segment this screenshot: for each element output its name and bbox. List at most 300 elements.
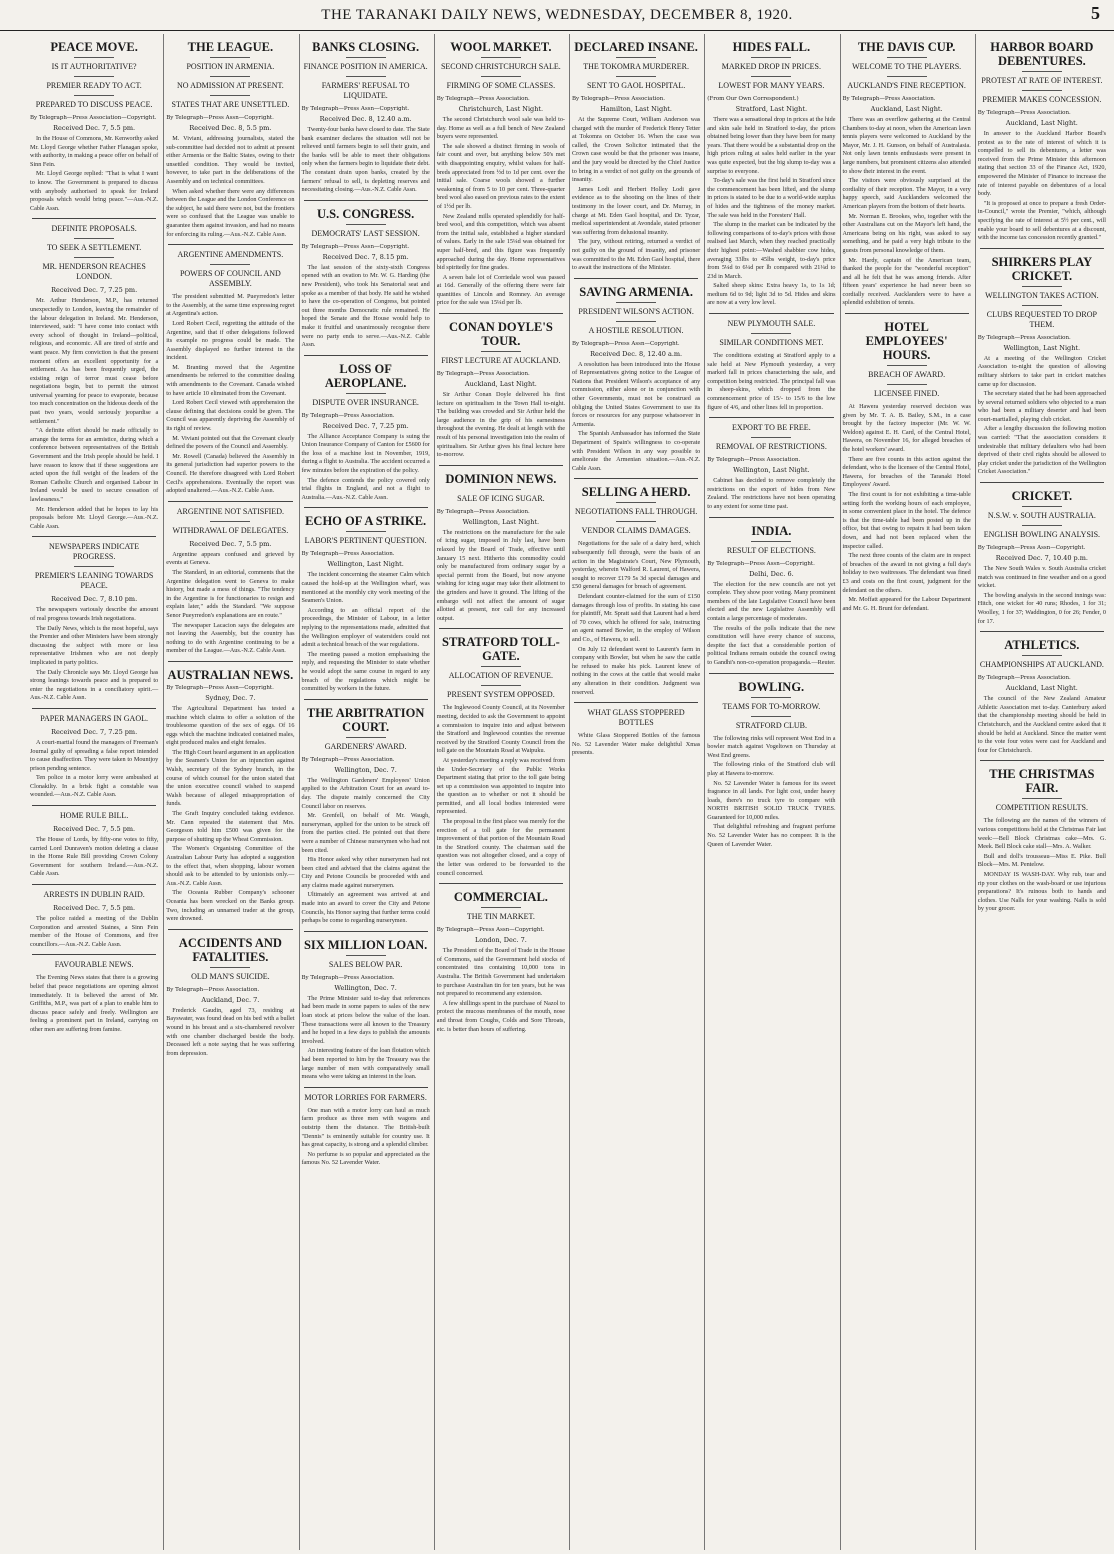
story-separator [32, 536, 156, 537]
article-body [572, 361, 700, 474]
rule [751, 697, 791, 698]
rule [616, 321, 656, 322]
article-subheading: GARDENERS' AWARD. [324, 741, 407, 751]
article [570, 708, 702, 758]
article-subheading: STRATFORD CLUB. [735, 720, 807, 730]
rule [751, 437, 791, 438]
article-subheading: A HOSTILE RESOLUTION. [588, 325, 684, 335]
rule [346, 224, 386, 225]
story-separator [980, 482, 1104, 483]
article-paragraph: MONDAY IS WASH-DAY. Why rub, tear and rip your clothes on the wash-board or use injurious preparations? It's ruinous both to hands and clothes. Use Nalls for your washing. Nalls is sold by your grocer. [977, 870, 1106, 913]
article-headline: DOMINION NEWS. [445, 471, 557, 486]
article-dateline: London, Dec. 7. [474, 936, 527, 945]
rule [887, 76, 927, 77]
article-dateline: Received Dec. 8, 12.40 a.m. [590, 349, 683, 358]
article-paragraph: The Daily News, which is the most hopeful, says the Premier and other Ministers have been strongly discussing the subject with more or less representative Irishmen who are not deeply implicated in party politics. [30, 624, 159, 666]
story-separator [304, 931, 428, 932]
story-separator [304, 1087, 428, 1088]
article-subheading: POWERS OF COUNCIL AND ASSEMBLY. [179, 269, 281, 289]
article-body [978, 355, 1106, 477]
column [975, 34, 1108, 1550]
article-paragraph: Mr. Moffatt appeared for the Labour Department and Mr. G. H. Brunt for defendant. [842, 596, 971, 612]
rule [1022, 305, 1062, 306]
article-subheading: PREMIER MAKES CONCESSION. [982, 95, 1102, 104]
article-byline: By Telegraph—Press Association. [436, 508, 530, 515]
article-body [302, 777, 430, 926]
article-subheading: MARKED DROP IN PRICES. [721, 62, 822, 71]
article-subheading: IS IT AUTHORITATIVE? [51, 62, 137, 71]
rule [74, 566, 114, 567]
article-body [572, 540, 700, 697]
article-byline: By Telegraph—Press Assn—Copyright. [301, 106, 410, 112]
article-headline: SIX MILLION LOAN. [303, 937, 428, 952]
article-byline: (From Our Own Correspondent.) [707, 96, 799, 102]
article [705, 319, 837, 412]
article-subheading: ARGENTINE NOT SATISFIED. [176, 506, 284, 516]
article-paragraph: Ultimately an agreement was arrived at and made into an award to cover the City and Petone Councils, his Honor saying that further terms could perhaps be come to regarding nurserymen. [301, 891, 430, 925]
article-byline: By Telegraph—Press Assn—Copyright. [707, 560, 815, 567]
rule [1022, 71, 1062, 72]
article-subheading: WHAT GLASS STOPPERED BOTTLES [587, 708, 685, 728]
article-subheading: NEGOTIATIONS FALL THROUGH. [574, 507, 698, 517]
article-byline: By Telegraph—Press Association. [301, 551, 395, 558]
article-byline: By Telegraph—Press Association. [977, 334, 1071, 341]
rule [887, 57, 927, 58]
article-subheading: SENT TO GAOL HOSPITAL. [587, 81, 686, 90]
article-paragraph: The slump in the market can be indicated by the following comparisons of to-day's prices with those realised last March, when they reached practically their highest point:—Washed shabbier cow hides, averaging 33lbs to 45lbs weight, to-day's price from 5¼d to 6¼d per lb compared with 21¼d to 23d in March. [707, 221, 836, 280]
article [435, 320, 567, 460]
article-body [707, 116, 835, 308]
article [570, 485, 702, 697]
article-paragraph: M. Viviani, addressing journalists, stated the sub-committee had decided not to admit at present either Armenia or the Baltic States, owing to their unsettled condition. They would be invited, however, to take part in the deliberations of the Assembly and on technical committees. [166, 135, 295, 185]
article-subheading: WITHDRAWAL OF DELEGATES. [172, 525, 289, 535]
article-headline: AUSTRALIAN NEWS. [167, 667, 294, 682]
article [435, 40, 567, 308]
rule [481, 489, 521, 490]
article-subheading: PREPARED TO DISCUSS PEACE. [35, 100, 153, 109]
story-separator [980, 760, 1104, 761]
article-dateline: Sydney, Dec. 7. [205, 693, 256, 702]
article-paragraph: The second Christchurch wool sale was held to-day. Home as well as a full bench of New Zealand buyers were represented. [436, 116, 565, 141]
article [28, 40, 160, 213]
article-subheading: CHAMPIONSHIPS AT AUCKLAND. [979, 660, 1104, 670]
article-dateline: Received Dec. 7, 7.25 pm. [51, 727, 138, 736]
article-body [572, 732, 700, 758]
article-dateline: Wellington, Dec. 7. [334, 983, 397, 992]
column [704, 34, 837, 1550]
article-headline: INDIA. [751, 523, 792, 538]
article-subheading: FARMERS' REFUSAL TO LIQUIDATE. [321, 81, 410, 100]
article-subheading: TO SEEK A SETTLEMENT. [46, 243, 142, 253]
article [435, 635, 567, 878]
story-separator [980, 248, 1104, 249]
article-body [707, 477, 835, 511]
article [164, 40, 296, 239]
article-paragraph: Defendant counter-claimed for the sum of £150 damages through loss of profits. In stating his case for plaintiff, Mr. Spratt said that Laurent had a herd of 70 cows, which he offered for sale, instructing an agent named Bowler, in the employ of Wilson and Co., of Hawera, to sell. [572, 592, 701, 643]
rule [1022, 286, 1062, 287]
article-subheading: PREMIER'S LEANING TOWARDS PEACE. [34, 571, 154, 591]
article-body [30, 606, 158, 703]
article-subheading: HOME RULE BILL. [60, 811, 129, 821]
article [28, 714, 160, 800]
rule [74, 76, 114, 77]
article-paragraph: James Lodi and Herbert Holley Lodi gave evidence as to the shooting on the lines of their testimony in the lower court, and Dr. Murray, in charge at Mt. Eden Gaol hospital, and Dr. Tyzar, medical superintendent at Avondale, stated prisoner was suffering from delusional insanity. [572, 185, 701, 236]
article-paragraph: After a lengthy discussion the following motion was carried: "That the association considers it undesirable that military defaulters who had been deprived of their civil rights should be allowed to play cricket under the jurisdiction of the Wellington Cricket Association." [977, 425, 1106, 476]
rule [346, 393, 386, 394]
column [163, 34, 296, 1550]
article-body [437, 947, 565, 1034]
article-subheading: FIRMING OF SOME CLASSES. [446, 81, 556, 90]
article-headline: CONAN DOYLE'S TOUR. [448, 320, 553, 349]
article-paragraph: There are five counts in this action against the defendant, who is the licensee of the Central Hotel, Hawera, for breaches of the Taranaki Hotel Employees' Award. [842, 455, 971, 489]
article-body [302, 264, 430, 350]
article [164, 507, 296, 656]
rule [481, 351, 521, 352]
article-paragraph: The defence contends the policy covered only trial flights in England, and not a flight to Australia.—Aus.-N.Z. Cable Assn. [301, 476, 430, 501]
article-byline: By Telegraph—Press Association. [977, 675, 1071, 682]
article-paragraph: Sir Arthur Conan Doyle delivered his first lecture on spiritualism in the Town Hall to-night. The building was crowded and Sir Arthur held the large audience in the grip of his earnestness throughout the evening. He dealt at length with the result of his personal investigation into the realm of spiritualism. Sir Arthur gives his final lecture here to-morrow. [436, 391, 565, 459]
rule [74, 57, 114, 58]
article-subheading: ENGLISH BOWLING ANALYSIS. [983, 530, 1101, 540]
article-paragraph: Negotiations for the sale of a dairy herd, which subsequently fell through, were the basis of an action in the Magistrate's Court, New Plymouth, yesterday, wherein Walford R. Laurent, of Hawera, sought to recover £179 5s 3d special damages and £50 general damages for breach of agreement. [572, 540, 701, 591]
article-headline: STRATFORD TOLL-GATE. [442, 635, 560, 664]
article-paragraph: The sale showed a distinct firming in wools of fair count and over, but anything below 50's met with disappointing enquiry, whilst values for half-breds appreciated from ½d to 1d per cent. over the initial sale. Coarse wools showed a further weakening of from 5 to 10 per cent. Three-quarter bred wool also eased on previous rates to the extent of 1½d per lb. [436, 142, 565, 210]
article-dateline: Wellington, Dec. 7. [334, 765, 397, 774]
article-paragraph: The restrictions on the manufacture for the sale of icing sugar, imposed in July last, have been relaxed by the Board of Trade, effective until January 15 next. Hitherto this commodity could only be manufactured from ordinary sugar by a special permit from the Board, but now anyone wishing for icing sugar may take their allotment to the grinders and have it ground. The lifting of the embargo will not affect the amount of sugar allotted at present, nor call for any increased output. [436, 528, 565, 622]
article-paragraph: M. Branting moved that the Argentine amendments be referred to the committee dealing with amendments to the Covenant. Canada wished to have article 10 eliminated from the Covenant. [166, 363, 295, 397]
article-body [572, 116, 700, 273]
rule [616, 521, 656, 522]
rule [74, 95, 114, 96]
article-body [166, 1007, 294, 1059]
article-body [707, 581, 835, 668]
article-subheading: THE TIN MARKET. [466, 912, 535, 922]
article [570, 285, 702, 474]
article-subheading: BREACH OF AWARD. [868, 370, 946, 380]
article-paragraph: A few shillings spent in the purchase of Nazol to protect the mucous membranes of the mouth, nose and throat from Coughs, Colds and Sore Throats, etc. is better than hours of suffering. [436, 999, 565, 1033]
article-dateline: Christchurch, Last Night. [458, 105, 544, 113]
article-dateline: Wellington, Last Night. [462, 517, 540, 526]
article-subheading: PROTEST AT RATE OF INTEREST. [981, 76, 1103, 85]
story-separator [304, 699, 428, 700]
article-subheading: N.S.W. v. SOUTH AUSTRALIA. [987, 511, 1096, 521]
article-paragraph: Frederick Gaudin, aged 73, residing at Bayswater, was found dead on his bed with a bullet wound in his breast and a six-chambered revolver with one chamber discharged beside the body. Deceased left a note saying that he was suffering from depression. [166, 1006, 295, 1057]
column [840, 34, 973, 1550]
article-paragraph: A court-martial found the managers of Freeman's Journal guilty of spreading a false report intended to cause disaffection. They were taken to Mountjoy prison pending sentence. [30, 738, 159, 772]
article-subheading: ARRESTS IN DUBLIN RAID. [43, 890, 145, 900]
article-dateline: Received Dec. 7, 8.15 pm. [322, 252, 409, 261]
article-body [30, 974, 158, 1034]
article-subheading: SALES BELOW PAR. [328, 959, 403, 969]
article-byline: By Telegraph—Press Association. [436, 96, 530, 102]
article-subheading: VENDOR CLAIMS DAMAGES. [581, 526, 691, 536]
story-separator [709, 673, 833, 674]
rule [751, 333, 791, 334]
rule [481, 76, 521, 77]
article [164, 668, 296, 924]
article-paragraph: Mr. Henderson added that he hopes to lay his proposals before Mr. Lloyd George.—Aus.-N.Z. Cable Assn. [30, 505, 159, 530]
article-byline: By Telegraph—Press Assn—Copyright. [977, 545, 1086, 552]
article-headline: COMMERCIAL. [453, 890, 548, 905]
article-dateline: Hamilton, Last Night. [600, 105, 672, 113]
article-paragraph: The next three counts of the claim are in respect of breaches of the award in not giving a full day's holiday to two waitresses. The defendant was fined £3 and costs on the first count, judgment for the defendant on the others. [842, 552, 971, 594]
masthead-title: THE TARANAKI DAILY NEWS, WEDNESDAY, DECEMBER 8, 1920. [321, 7, 793, 23]
article [705, 40, 837, 308]
article-body [978, 817, 1106, 914]
article-paragraph: The newspaper Lacacion says the delegates are not leaving the Assembly, but the country has nothing to do with Argentine continuing to be a member of the League.—Aus.-N.Z. Cable Assn. [166, 621, 295, 655]
article-headline: WOOL MARKET. [450, 40, 552, 54]
article-paragraph: At Hawera yesterday reserved decision was given by Mr. T. A. B. Bailey, S.M., in a case brought by the factory inspector (Mr. W. W. Weldon) against E. H. Card, of the Central Hotel, Hawera, on November 16, for alleged breaches of the hotel workers' award. [842, 403, 971, 454]
story-separator [845, 313, 969, 314]
article-paragraph: White Glass Stoppered Bottles of the famous No. 52 Lavender Water make delightful Xmas presents. [572, 732, 701, 757]
article-paragraph: The Evening News states that there is a growing belief that peace negotiations are opening almost immediately. It is believed the arrest of Mr. Griffiths, M.P., was part of a plan to enable him to discuss peace safely and freely. Wellington are feeling a prominent part in Ireland, carrying on other men are suffering from famine. [30, 974, 159, 1033]
rule [346, 737, 386, 738]
column [569, 34, 702, 1550]
article-byline: By Telegraph—Press Association. [707, 457, 801, 464]
article-paragraph: Mr. Rowell (Canada) believed the Assembly in its general jurisdiction had superior powers to the Council. He therefore disagreed with Lord Robert Cecil's apprehensions. Eventually the report was adopted unaltered.—Aus.-N.Z. Cable Assn. [166, 452, 295, 495]
article-subheading: FAVOURABLE NEWS. [54, 960, 134, 970]
article-paragraph: There was an overflow gathering at the Central Chambers to-day at noon, when the American lawn tennis players were welcomed to Auckland by the Mayor, Mr. J. H. Gunson, on behalf of Australasia. Not only lawn tennis enthusiasts were present in large numbers, but prominent citizens also attended to show their interest in the event. [842, 116, 971, 175]
article [976, 40, 1108, 243]
article-body [978, 130, 1106, 243]
article-paragraph: The Spanish Ambassador has informed the State Department of Spain's willingness to co-operate with President Wilson in any way possible to ameliorate the Armenian situation.—Aus.-N.Z. Cable Assn. [572, 430, 701, 472]
article-subheading: NEW PLYMOUTH SALE. [727, 319, 816, 329]
article-dateline: Wellington, Last Night. [327, 560, 404, 569]
article-paragraph: The results of the polls indicate that the new constitution will have every chance of success, despite the fact that a considerable portion of political Indians remain outside the council owing to Gandhi's non-co-operation propaganda.—Reuter. [707, 624, 836, 666]
article-subheading: AUCKLAND'S FINE RECEPTION. [847, 81, 966, 90]
article-subheading: TEAMS FOR TO-MORROW. [722, 701, 821, 711]
rule [210, 76, 250, 77]
article-dateline: Wellington, Last Night. [1003, 343, 1081, 352]
column [299, 34, 432, 1550]
rule [346, 955, 386, 956]
article-paragraph: Argentine appears confused and grieved by events at Geneva. [166, 550, 295, 567]
article-paragraph: The House of Lords, by fifty-one votes to fifty, carried Lord Dunraven's motion deleting a clause in the Home Rule Bill providing Crown Colony Government for southern Ireland.—Aus.-N.Z. Cable Assn. [30, 836, 159, 878]
article [28, 811, 160, 879]
article-paragraph: The secretary stated that he had been approached by several returned soldiers who objected to a man who had been a military deserter and had been court-martialled, playing club cricket. [977, 390, 1106, 423]
article-dateline: Delhi, Dec. 6. [749, 569, 794, 578]
story-separator [32, 708, 156, 709]
article-paragraph: The Daily Chronicle says Mr. Lloyd George has strong leanings towards peace and is prepared to enter the negotiations in a conciliatory spirit.—Aus.-N.Z. Cable Assn. [30, 668, 159, 702]
rule [887, 384, 927, 385]
article-headline: U.S. CONGRESS. [317, 206, 415, 221]
story-separator [168, 244, 292, 245]
rule [210, 521, 250, 522]
article-body [843, 403, 971, 613]
article-headline: ATHLETICS. [1004, 638, 1080, 653]
story-separator [574, 278, 698, 279]
article-paragraph: On July 12 defendant went to Laurent's farm in company with Bowler, but when he saw the cattle he refused to make his pick. Laurent knew of nothing in the cows at the cattle that would make any alteration in their condition. Judgment was reserved. [572, 645, 701, 696]
article-headline: DECLARED INSANE. [574, 40, 698, 54]
article-paragraph: New Zealand mills operated splendidly for half-bred wool, and this competition, which was absent from the initial sale, established a higher standard of values. Early in the sale 15¼d was obtained for super half-bred, and this figure was frequently approached during the day. Home representatives bid spiritedly for fine grades. [436, 212, 565, 272]
article-paragraph: The High Court heard argument in an application by the Seamen's Union for an injunction against Walsh, secretary of the Sydney branch, in the course of which counsel for the union stated that the union executive council wished to suspend Walsh because of alleged misappropriation of funds. [166, 748, 295, 808]
rule [210, 264, 250, 265]
article-paragraph: The incident concerning the steamer Calm which caused the hold-up at the Wellington wharf, was mentioned at the monthly city work meeting of the Seamen's Union. [301, 571, 430, 605]
article-paragraph: His Honor asked why other nurserymen had not been cited and advised that the claims against the City and Petone Councils be proceeded with and any claims made against nurserymen. [301, 856, 430, 889]
article-paragraph: One man with a motor lorry can haul as much farm produce as three men with wagons and outstrip them the distance. The British-built "Dennis" is eminently suitable for country use. It has great capacity, is strong and a splendid climber. [301, 1106, 430, 1149]
story-separator [32, 805, 156, 806]
article-paragraph: The conditions existing at Stratford apply to a sale held at New Plymouth yesterday, a very marked fall in prices characterising the sale, and competition being restricted. The principal fall was in sheep-skins, which dropped from the commencement price of 15/- to 15/6 to the low figure of 4/6, and other lines fell in proportion. [707, 352, 836, 411]
article-subheading: STATES THAT ARE UNSETTLED. [171, 100, 290, 109]
article-dateline: Auckland, Last Night. [870, 105, 943, 113]
article-paragraph: The following rinks of the Stratford club will play at Hawera to-morrow. [707, 761, 836, 777]
article-headline: HOTEL EMPLOYEES' HOURS. [865, 320, 948, 363]
article-body [707, 352, 835, 412]
column [434, 34, 567, 1550]
story-separator [32, 954, 156, 955]
article-body [166, 705, 294, 924]
rule [481, 907, 521, 908]
article-subheading: CLUBS REQUESTED TO DROP THEM. [986, 309, 1097, 329]
article-body [30, 739, 158, 800]
article-paragraph: At yesterday's meeting a reply was received from the Under-Secretary of the Public Works Department stating that prior to the toll gate being set up a commission was appointed to inquire into the question as to whether or not it should be permitted, and all local bodies interested were represented. [436, 756, 565, 816]
article [976, 638, 1108, 755]
article-body [707, 735, 835, 850]
article [28, 960, 160, 1034]
article-dateline: Auckland, Last Night. [1005, 119, 1078, 127]
article-byline: By Telegraph—Press Association. [301, 412, 395, 419]
story-separator [439, 313, 563, 314]
article [435, 472, 567, 624]
article-dateline: Received Dec. 7, 7.25 pm. [322, 421, 409, 430]
article-subheading: PRESIDENT WILSON'S ACTION. [578, 306, 694, 316]
article-body [978, 565, 1106, 626]
article-paragraph: Salted sheep skins: Extra heavy 1s, to 1s 1d; medium 6d to 9d; light 3d to 5d. Hides and skins are now at a very low level. [707, 282, 836, 307]
rule [210, 967, 250, 968]
rule [1022, 798, 1062, 799]
article-paragraph: According to an official report of the proceedings, the Minister of Labour, in a letter replying to the representations made, admitted that the Wellington employer of watersiders could not admit a technical breach of the war regulations. [301, 606, 430, 649]
article-paragraph: The first count is for not exhibiting a time-table setting forth the working hours of each employee, in some convenient place in the hotel. The defence is that the time-table had been posted up in the office, but that owing to repairs it had been taken down, and had not been replaced when the inspector called. [842, 491, 971, 550]
article-body [30, 915, 158, 949]
article [164, 936, 296, 1059]
article-subheading: DISPUTE OVER INSURANCE. [312, 397, 419, 407]
article-subheading: OLD MAN'S SUICIDE. [191, 971, 270, 981]
rule [616, 302, 656, 303]
article [976, 255, 1108, 477]
rule [346, 531, 386, 532]
article-paragraph: The following rinks will represent West End in a bowler match against Vogeltown on Thursday at West End greens. [707, 734, 836, 759]
article-dateline: Wellington, Last Night. [733, 466, 810, 475]
page-number: 5 [1091, 3, 1100, 23]
story-separator [32, 884, 156, 885]
article-paragraph: Mr. Lloyd George replied: "That is what I want to know. The Government is prepared to discuss with anybody authorised to speak for Ireland proposals which would bring peace."—Aus.-N.Z. Cable Assn. [30, 170, 159, 212]
article-byline: By Telegraph—Press Association. [842, 96, 936, 102]
article-subheading: MOTOR LORRIES FOR FARMERS. [304, 1092, 427, 1102]
article-subheading: MR. HENDERSON REACHES LONDON. [42, 262, 146, 282]
rule [210, 95, 250, 96]
article-dateline: Received Dec. 7, 5.5 pm. [189, 539, 272, 548]
article-paragraph: The following are the names of the winners of various competitions held at the Christmas Fair last week:—Bell Block Christmas cake—Mrs. G. Meek. Bell Block cake stall—Mrs. A. Walker. [977, 817, 1106, 851]
article-subheading: ARGENTINE AMENDMENTS. [177, 250, 284, 260]
article-subheading: WELCOME TO THE PLAYERS. [852, 62, 962, 71]
article-byline: By Telegraph—Press Association. [977, 110, 1071, 116]
article-paragraph: Twenty-four banks have closed to date. The State bank examiner declares the situation will not be relieved until farmers begin to sell their grain, and the banks will be able to meet their obligations only when the farmers begin to liquidate their debt. The constant drain upon banks, created by the farmers' refusal to sell, is depleting reserves and necessitating closing.—Aus.-N.Z. Cable Assn. [301, 126, 430, 194]
article-headline: SHIRKERS PLAY CRICKET. [991, 254, 1093, 283]
article-body [166, 135, 294, 239]
article-subheading: PREMIER READY TO ACT. [46, 81, 142, 90]
article-paragraph: There was a sensational drop in prices at the hide and skin sale held in Stratford to-day, the prices obtained being lower than they have been for many years. That there would be a substantial drop on the high prices ruling at sales held earlier in the year was quite expected, but the big slump to-day was a surprise to everyone. [707, 116, 836, 175]
rule [481, 685, 521, 686]
rule [74, 257, 114, 258]
article-paragraph: The Inglewood County Council, at its November meeting, decided to ask the Government to appoint a commission to inquire into and adjust between the Stratford and Inglewood counties the revenue received by the Stratford County Council from the toll gate on the Mountain Road at Waipuku. [436, 704, 565, 755]
article-body [437, 529, 565, 624]
article-dateline: Received Dec. 7, 5.5 pm. [53, 124, 136, 132]
article-headline: LOSS OF AEROPLANE. [324, 361, 407, 390]
article-dateline: Received Dec. 7, 10.40 p.m. [995, 554, 1089, 563]
article-paragraph: Lord Robert Cecil viewed with apprehension the clause defining that decisions could be given. The Council was apparently depriving the Assembly of its right of review. [166, 399, 295, 433]
article-dateline: Received Dec. 7, 8.10 pm. [51, 595, 138, 604]
article-paragraph: No. 52 Lavender Water is famous for its sweet fragrance in all lands. For light cost, under heavy loads, there's no truck tyre to compare with NORTH BRITISH SOLID TRUCK TYRES. Guaranteed for 10,000 miles. [707, 779, 836, 821]
article-paragraph: The police raided a meeting of the Dublin Corporation and arrested Staines, a Sinn Fein member of the House of Commons, and five councillors.—Aus.-N.Z. Cable Assn. [30, 915, 159, 948]
article-byline: By Telegraph—Press Assn—Copyright. [572, 340, 680, 347]
article-paragraph: The council of the New Zealand Amateur Athletic Association met to-day. Canterbury asked that the championship meeting should be held in Christchurch, and the Auckland centre asked that it should be held at Auckland. Since the matter went to the vote four votes were cast for Auckland and four for Christchurch. [977, 695, 1106, 754]
article-headline: CRICKET. [1011, 489, 1073, 504]
article-paragraph: The Prime Minister said to-day that references had been made in some papers to sales of the new loan stock at prices below the value of the loan. These transactions were all known to the Treasury and he hoped in a few days to publish the amounts involved. [301, 994, 430, 1045]
article-paragraph: No perfume is so popular and appreciated as the famous No. 52 Lavender Water. [301, 1150, 430, 1167]
article-paragraph: In the House of Commons, Mr. Kenworthy asked Mr. Lloyd George whether Father Flanagan spoke, with authority, in making a peace offer on behalf of Sinn Fein. [30, 135, 159, 168]
article-subheading: NEWSPAPERS INDICATE PROGRESS. [49, 542, 140, 562]
article-paragraph: At the Supreme Court, William Anderson was charged with the murder of Frederick Henry Tetter at Tokomra on October 16. When the case was called, the Crown Solicitor intimated that the Crown case would be that the prisoner was insane, and the jury would be directed by the Chief Justice to bring in a verdict of not guilty on the grounds of insanity. [572, 116, 701, 184]
article-dateline: Auckland, Last Night. [1005, 684, 1078, 693]
rule [1022, 525, 1062, 526]
article-body [437, 116, 565, 308]
article [705, 423, 837, 511]
rule [1022, 90, 1062, 91]
article [435, 890, 567, 1034]
article-headline: THE LEAGUE. [187, 40, 274, 54]
article [841, 40, 973, 308]
article-dateline: Received Dec. 7, 5.5 pm. [53, 825, 136, 834]
article-paragraph: M. Viviani pointed out that the Covenant clearly defined the powers of the Council and Assembly. [166, 434, 295, 451]
article-body [978, 695, 1106, 755]
article-subheading: SIMILAR CONDITIONS MET. [719, 338, 824, 348]
article-paragraph: The jury, without retiring, returned a verdict of not guilty on the ground of insanity, and prisoner was committed to the Mt. Eden Gaol hospital, there to await the instructions of the Minister. [572, 238, 701, 272]
story-separator [574, 478, 698, 479]
story-separator [709, 517, 833, 518]
article-subheading: SECOND CHRISTCHURCH SALE. [440, 62, 561, 71]
article-paragraph: The Graft Inquiry concluded taking evidence. Mr. Cann repeated the statement that Mrs. Georgeson told him £500 was given for the purpose of shutting up the Wheat Commission. [166, 810, 295, 843]
article [28, 224, 160, 531]
article-byline: By Telegraph—Press Assn—Copyright. [436, 927, 545, 934]
article-paragraph: When asked whether there were any differences between the League and the London Conference on the subject, he said there were not, but the frontiers were so confused that the League was unable to guarantee them against invasion, and had no means for enforcing its ruling.—Aus.-N.Z. Cable Assn. [166, 187, 295, 238]
rule [616, 502, 656, 503]
article-body [30, 135, 158, 213]
article-paragraph: The last session of the sixty-sixth Congress opened with an ovation to Mr. W. G. Harding (the new President), who took his Senatorial seat and spoke as a member of that body. He said he wished to have the co-operation of Congress, but pointed out three months Democratic rule remained. He hoped the Senate and the House would help to make it fruitful and unanimously recognise there were no party ends to serve.—Aus.-N.Z. Cable Assn. [301, 263, 430, 349]
columns-area [28, 34, 1110, 1550]
rule [887, 365, 927, 366]
article-subheading: REMOVAL OF RESTRICTIONS. [715, 442, 827, 452]
article-paragraph: The election for the new councils are not yet complete. They show poor voting. Many prominent members of the late Legislative Council have been elected and the new Legislative Assembly will contain a large percentage of moderates. [707, 580, 836, 622]
article-byline: By Telegraph—Press Association. [436, 371, 530, 378]
article [300, 207, 432, 350]
article-headline: HARBOR BOARD DEBENTURES. [990, 40, 1094, 68]
article-headline: SAVING ARMENIA. [579, 284, 693, 299]
article-subheading: LICENSEE FINED. [873, 389, 940, 399]
story-separator [168, 661, 292, 662]
article-paragraph: The New South Wales v. South Australia cricket match was continued in fine weather and on a good wicket. [977, 565, 1106, 590]
article-headline: PEACE MOVE. [50, 40, 138, 54]
article-byline: By Telegraph—Press Association. [572, 96, 665, 102]
article-paragraph: The bowling analysis in the second innings was: Hitch, one wicket for 40 runs; Rhodes, 1 for 31; Woolley, 1 for 37; Waddington, 0 for 26; Fender, 0 for 17. [977, 591, 1106, 625]
article-byline: By Telegraph—Press Assn—Copyright. [166, 115, 274, 121]
article-body [437, 391, 565, 460]
story-separator [439, 883, 563, 884]
article-subheading: NO ADMISSION AT PRESENT. [176, 81, 284, 90]
article-subheading: EXPORT TO BE FREE. [732, 423, 811, 433]
article [28, 542, 160, 703]
article-dateline: Received Dec. 7, 5.5 pm. [53, 904, 136, 913]
article-paragraph: Lord Robert Cecil, regretting the attitude of the Argentine, said that if other delegations followed its example no progress could be made. The Assembly displayed no further interest in the incident. [166, 319, 295, 362]
